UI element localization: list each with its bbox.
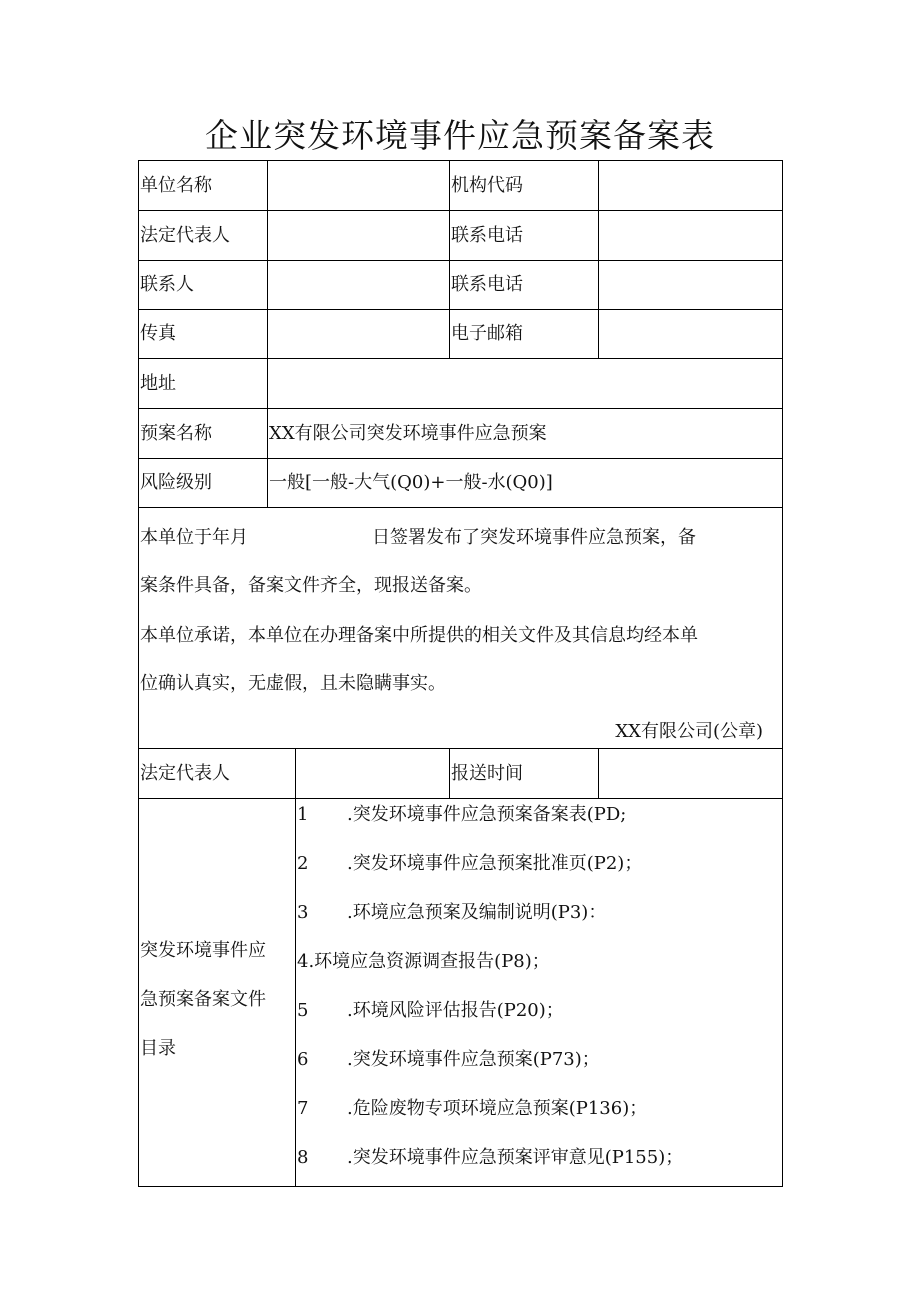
catalog-item-text: 4.环境应急资源调查报告(P8)； [297, 951, 550, 972]
declaration-line-1a: 本单位于年月 [140, 527, 248, 548]
submit-time-label: 报送时间 [451, 763, 523, 784]
catalog-item-text: .突发环境事件应急预案批准页(P2)； [347, 853, 643, 874]
catalog-item-text: .环境风险评估报告(P20)； [347, 1000, 564, 1021]
catalog-item-number: 7 [297, 1098, 309, 1119]
catalog-label-line: 急预案备案文件 [140, 989, 266, 1010]
col-divider [598, 160, 599, 358]
col-divider [295, 748, 296, 1186]
catalog-label-line: 目录 [140, 1038, 176, 1059]
fax-label: 传真 [140, 323, 176, 344]
catalog-item-number: 1 [297, 804, 309, 825]
row-divider [138, 507, 783, 508]
phone-label: 联系电话 [451, 225, 523, 246]
row-divider [138, 798, 783, 799]
phone-label: 联系电话 [451, 274, 523, 295]
risk-level-value: 一般[一般-大气(Q0)+一般-水(Q0)] [269, 472, 553, 493]
plan-name-value: XX有限公司突发环境事件应急预案 [269, 423, 547, 444]
declaration-line-1b: 日签署发布了突发环境事件应急预案，备 [372, 527, 696, 548]
row-divider [138, 408, 783, 409]
legal-rep-label: 法定代表人 [140, 225, 230, 246]
catalog-item-number: 6 [297, 1049, 309, 1070]
table-border-bottom [138, 1186, 783, 1187]
table-border-top [138, 160, 783, 161]
declaration-line-4: 位确认真实，无虚假，且未隐瞒事实。 [140, 673, 446, 694]
catalog-item-text: .突发环境事件应急预案评审意见(P155)； [347, 1147, 684, 1168]
address-label: 地址 [140, 373, 176, 394]
row-divider [138, 260, 783, 261]
filing-form-table [138, 160, 783, 1187]
legal-rep-label: 法定代表人 [140, 763, 230, 784]
catalog-label-line: 突发环境事件应 [140, 940, 266, 961]
unit-name-label: 单位名称 [140, 175, 212, 196]
row-divider [138, 309, 783, 310]
catalog-item-text: .危险废物专项环境应急预案(P136)； [347, 1098, 648, 1119]
catalog-item-number: 8 [297, 1147, 309, 1168]
risk-level-label: 风险级别 [140, 472, 212, 493]
col-divider [449, 160, 450, 358]
row-divider [138, 358, 783, 359]
catalog-item-text: .突发环境事件应急预案备案表(PD; [347, 804, 627, 825]
declaration-line-3: 本单位承诺，本单位在办理备案中所提供的相关文件及其信息均经本单 [140, 625, 698, 646]
contact-person-label: 联系人 [140, 274, 194, 295]
catalog-item-number: 2 [297, 853, 309, 874]
table-border-right [782, 160, 783, 1187]
row-divider [138, 748, 783, 749]
form-title: 企业突发环境事件应急预案备案表 [205, 116, 715, 155]
company-seal: XX有限公司(公章) [615, 721, 763, 742]
row-divider [138, 210, 783, 211]
col-divider [449, 748, 450, 798]
email-label: 电子邮箱 [451, 323, 523, 344]
plan-name-label: 预案名称 [140, 423, 212, 444]
org-code-label: 机构代码 [451, 175, 523, 196]
declaration-line-2: 案条件具备，备案文件齐全，现报送备案。 [140, 575, 482, 596]
table-border-left [138, 160, 139, 1187]
col-divider [598, 748, 599, 798]
catalog-item-text: .环境应急预案及编制说明(P3)： [347, 902, 607, 923]
col-divider [267, 160, 268, 507]
row-divider [138, 458, 783, 459]
catalog-item-text: .突发环境事件应急预案(P73)； [347, 1049, 600, 1070]
catalog-item-number: 3 [297, 902, 309, 923]
catalog-item-number: 5 [297, 1000, 309, 1021]
